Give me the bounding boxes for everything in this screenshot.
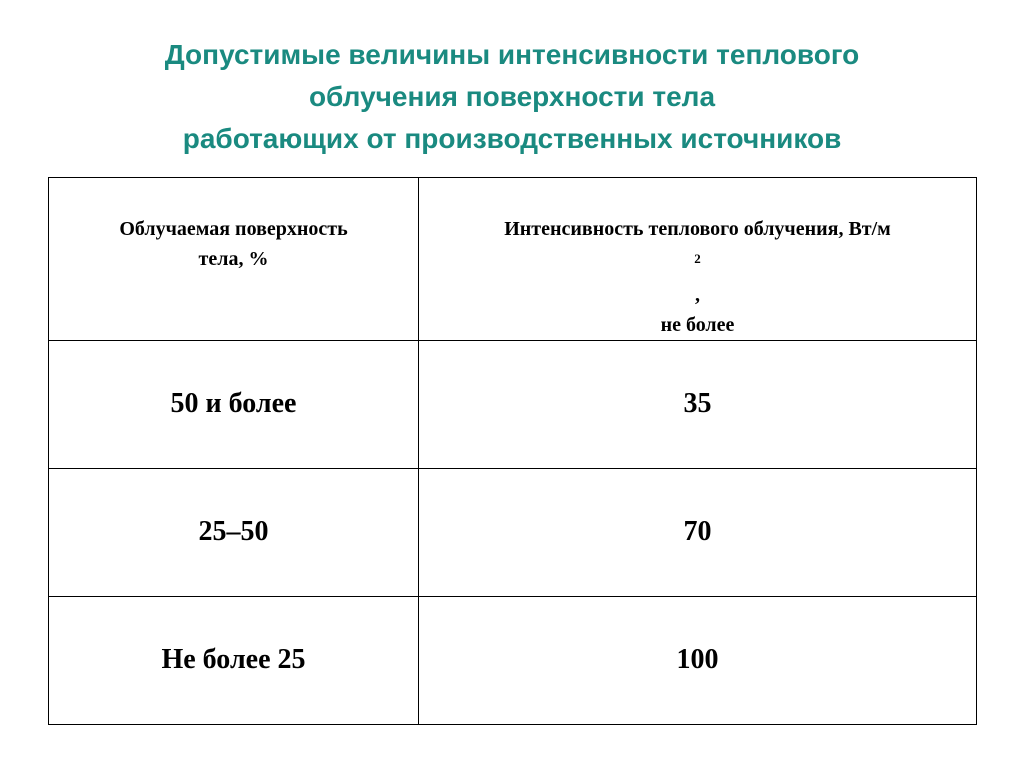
title-line-2: облучения поверхности тела — [308, 81, 716, 112]
cell-surface: Не более 25 — [49, 596, 419, 724]
header-surface-line-1: Облучаемая поверхность — [119, 218, 348, 240]
header-surface-line-2: тела, % — [198, 248, 269, 270]
table-header-row — [49, 178, 977, 341]
table-row — [49, 340, 977, 468]
header-intensity-line-2: не более — [660, 313, 735, 336]
cell-intensity: 35 — [419, 340, 977, 468]
cell-surface: 25–50 — [49, 468, 419, 596]
slide-title — [0, 34, 1024, 160]
cell-surface: 50 и более — [49, 340, 419, 468]
table-row — [49, 468, 977, 596]
header-intensity-text: Интенсивность теплового облучения, Вт/м — [504, 218, 891, 240]
header-intensity-tail: , — [695, 283, 700, 306]
title-line-3: работающих от производственных источников — [182, 123, 842, 154]
cell-intensity: 70 — [419, 468, 977, 596]
table-row — [49, 596, 977, 724]
header-intensity-line-1 — [429, 214, 966, 310]
header-surface — [49, 178, 419, 341]
norms-table — [48, 177, 977, 725]
title-line-1: Допустимые величины интенсивности теплового — [164, 39, 860, 70]
cell-intensity: 100 — [419, 596, 977, 724]
header-intensity-sup: 2 — [694, 251, 701, 266]
header-intensity — [419, 178, 977, 341]
